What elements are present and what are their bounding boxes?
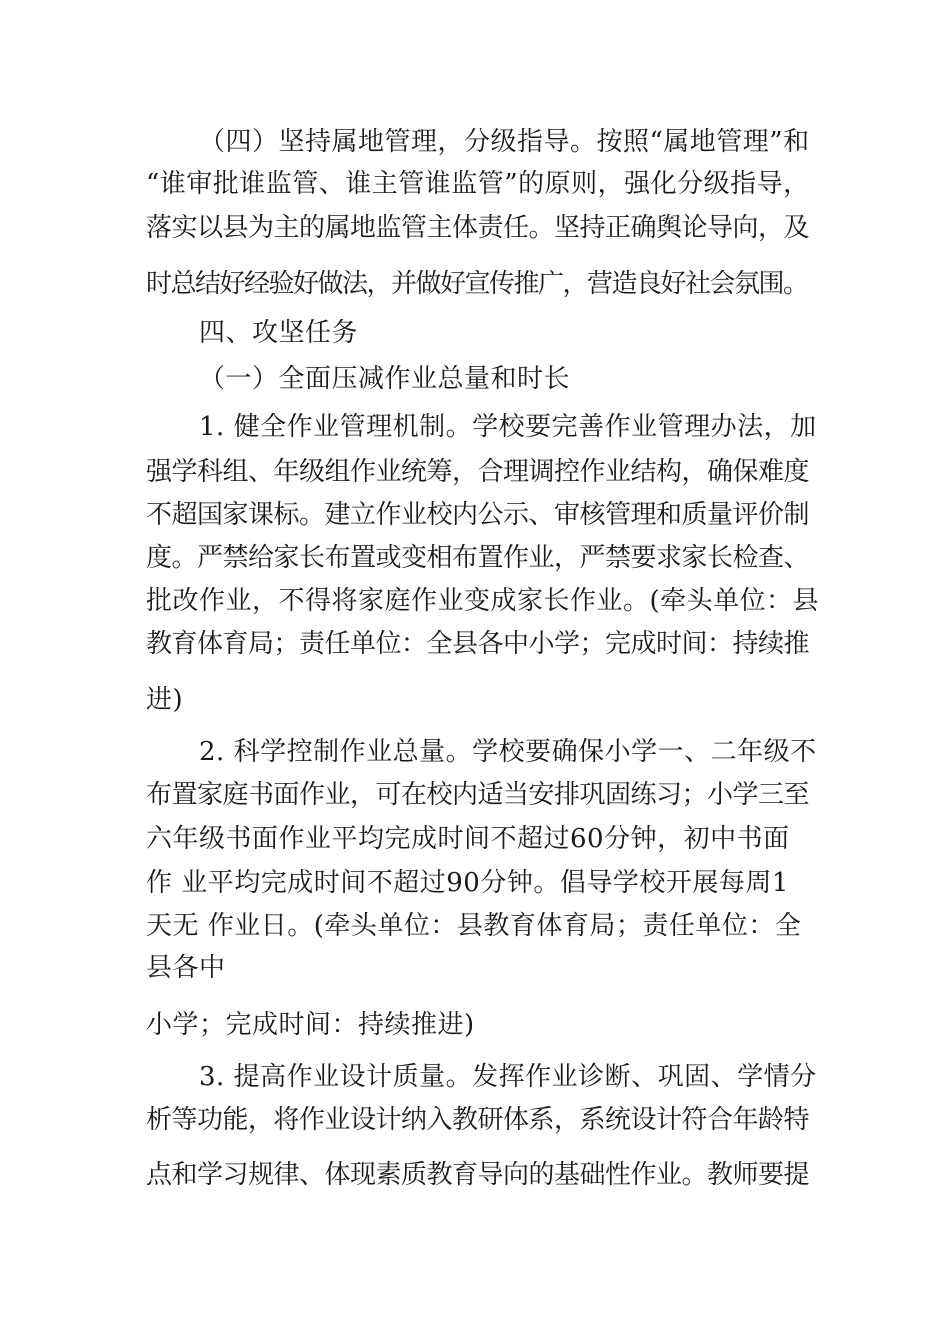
item-2-line-7: 小学；完成时间：持续推进) (146, 1010, 475, 1040)
item-2-line-6: 县各中 (146, 953, 226, 983)
item-1-line-3: 不超国家课标。建立作业校内公示、审核管理和质量评价制 (146, 500, 810, 530)
paragraph-4-line-1: （四）坚持属地管理，分级指导。按照“属地管理”和 (199, 127, 810, 157)
item-1-line-4: 度。严禁给家长布置或变相布置作业，严禁要求家长检查、 (146, 543, 810, 573)
item-3-line-1: 3. 提高作业设计质量。发挥作业诊断、巩固、学情分 (199, 1062, 817, 1092)
item-1-line-2: 强学科组、年级组作业统筹，合理调控作业结构，确保难度 (146, 457, 810, 487)
item-1-line-7: 进) (146, 685, 184, 715)
item-2-line-4: 作 业平均完成时间不超过90分钟。倡导学校开展每周1 (146, 868, 789, 898)
item-2-line-3: 六年级书面作业平均完成时间不超过60分钟，初中书面 (146, 824, 790, 854)
item-3-line-3: 点和学习规律、体现素质教育导向的基础性作业。教师要提 (146, 1160, 810, 1190)
item-3-line-2: 析等功能，将作业设计纳入教研体系，系统设计符合年龄特 (146, 1105, 810, 1135)
item-2-line-1: 2. 科学控制作业总量。学校要确保小学一、二年级不 (199, 737, 817, 767)
item-2-line-5: 天无 作业日。(牵头单位：县教育体育局；责任单位：全 (146, 911, 802, 941)
item-1-line-5: 批改作业，不得将家庭作业变成家长作业。(牵头单位：县 (146, 586, 820, 616)
section-heading: 四、攻坚任务 (199, 318, 359, 348)
item-2-line-2: 布置家庭书面作业，可在校内适当安排巩固练习；小学三至 (146, 780, 810, 810)
item-1-line-6: 教育体育局；责任单位：全县各中小学；完成时间：持续推 (146, 629, 810, 659)
paragraph-4-line-4: 时总结好经验好做法，并做好宣传推广，营造良好社会氛围。 (146, 269, 808, 299)
paragraph-4-line-3: 落实以县为主的属地监管主体责任。坚持正确舆论导向，及 (146, 213, 810, 243)
paragraph-4-line-2: “谁审批谁监管、谁主管谁监管”的原则，强化分级指导， (146, 169, 810, 199)
subsection-heading: （一）全面压减作业总量和时长 (199, 364, 571, 394)
item-1-line-1: 1. 健全作业管理机制。学校要完善作业管理办法，加 (199, 412, 817, 442)
